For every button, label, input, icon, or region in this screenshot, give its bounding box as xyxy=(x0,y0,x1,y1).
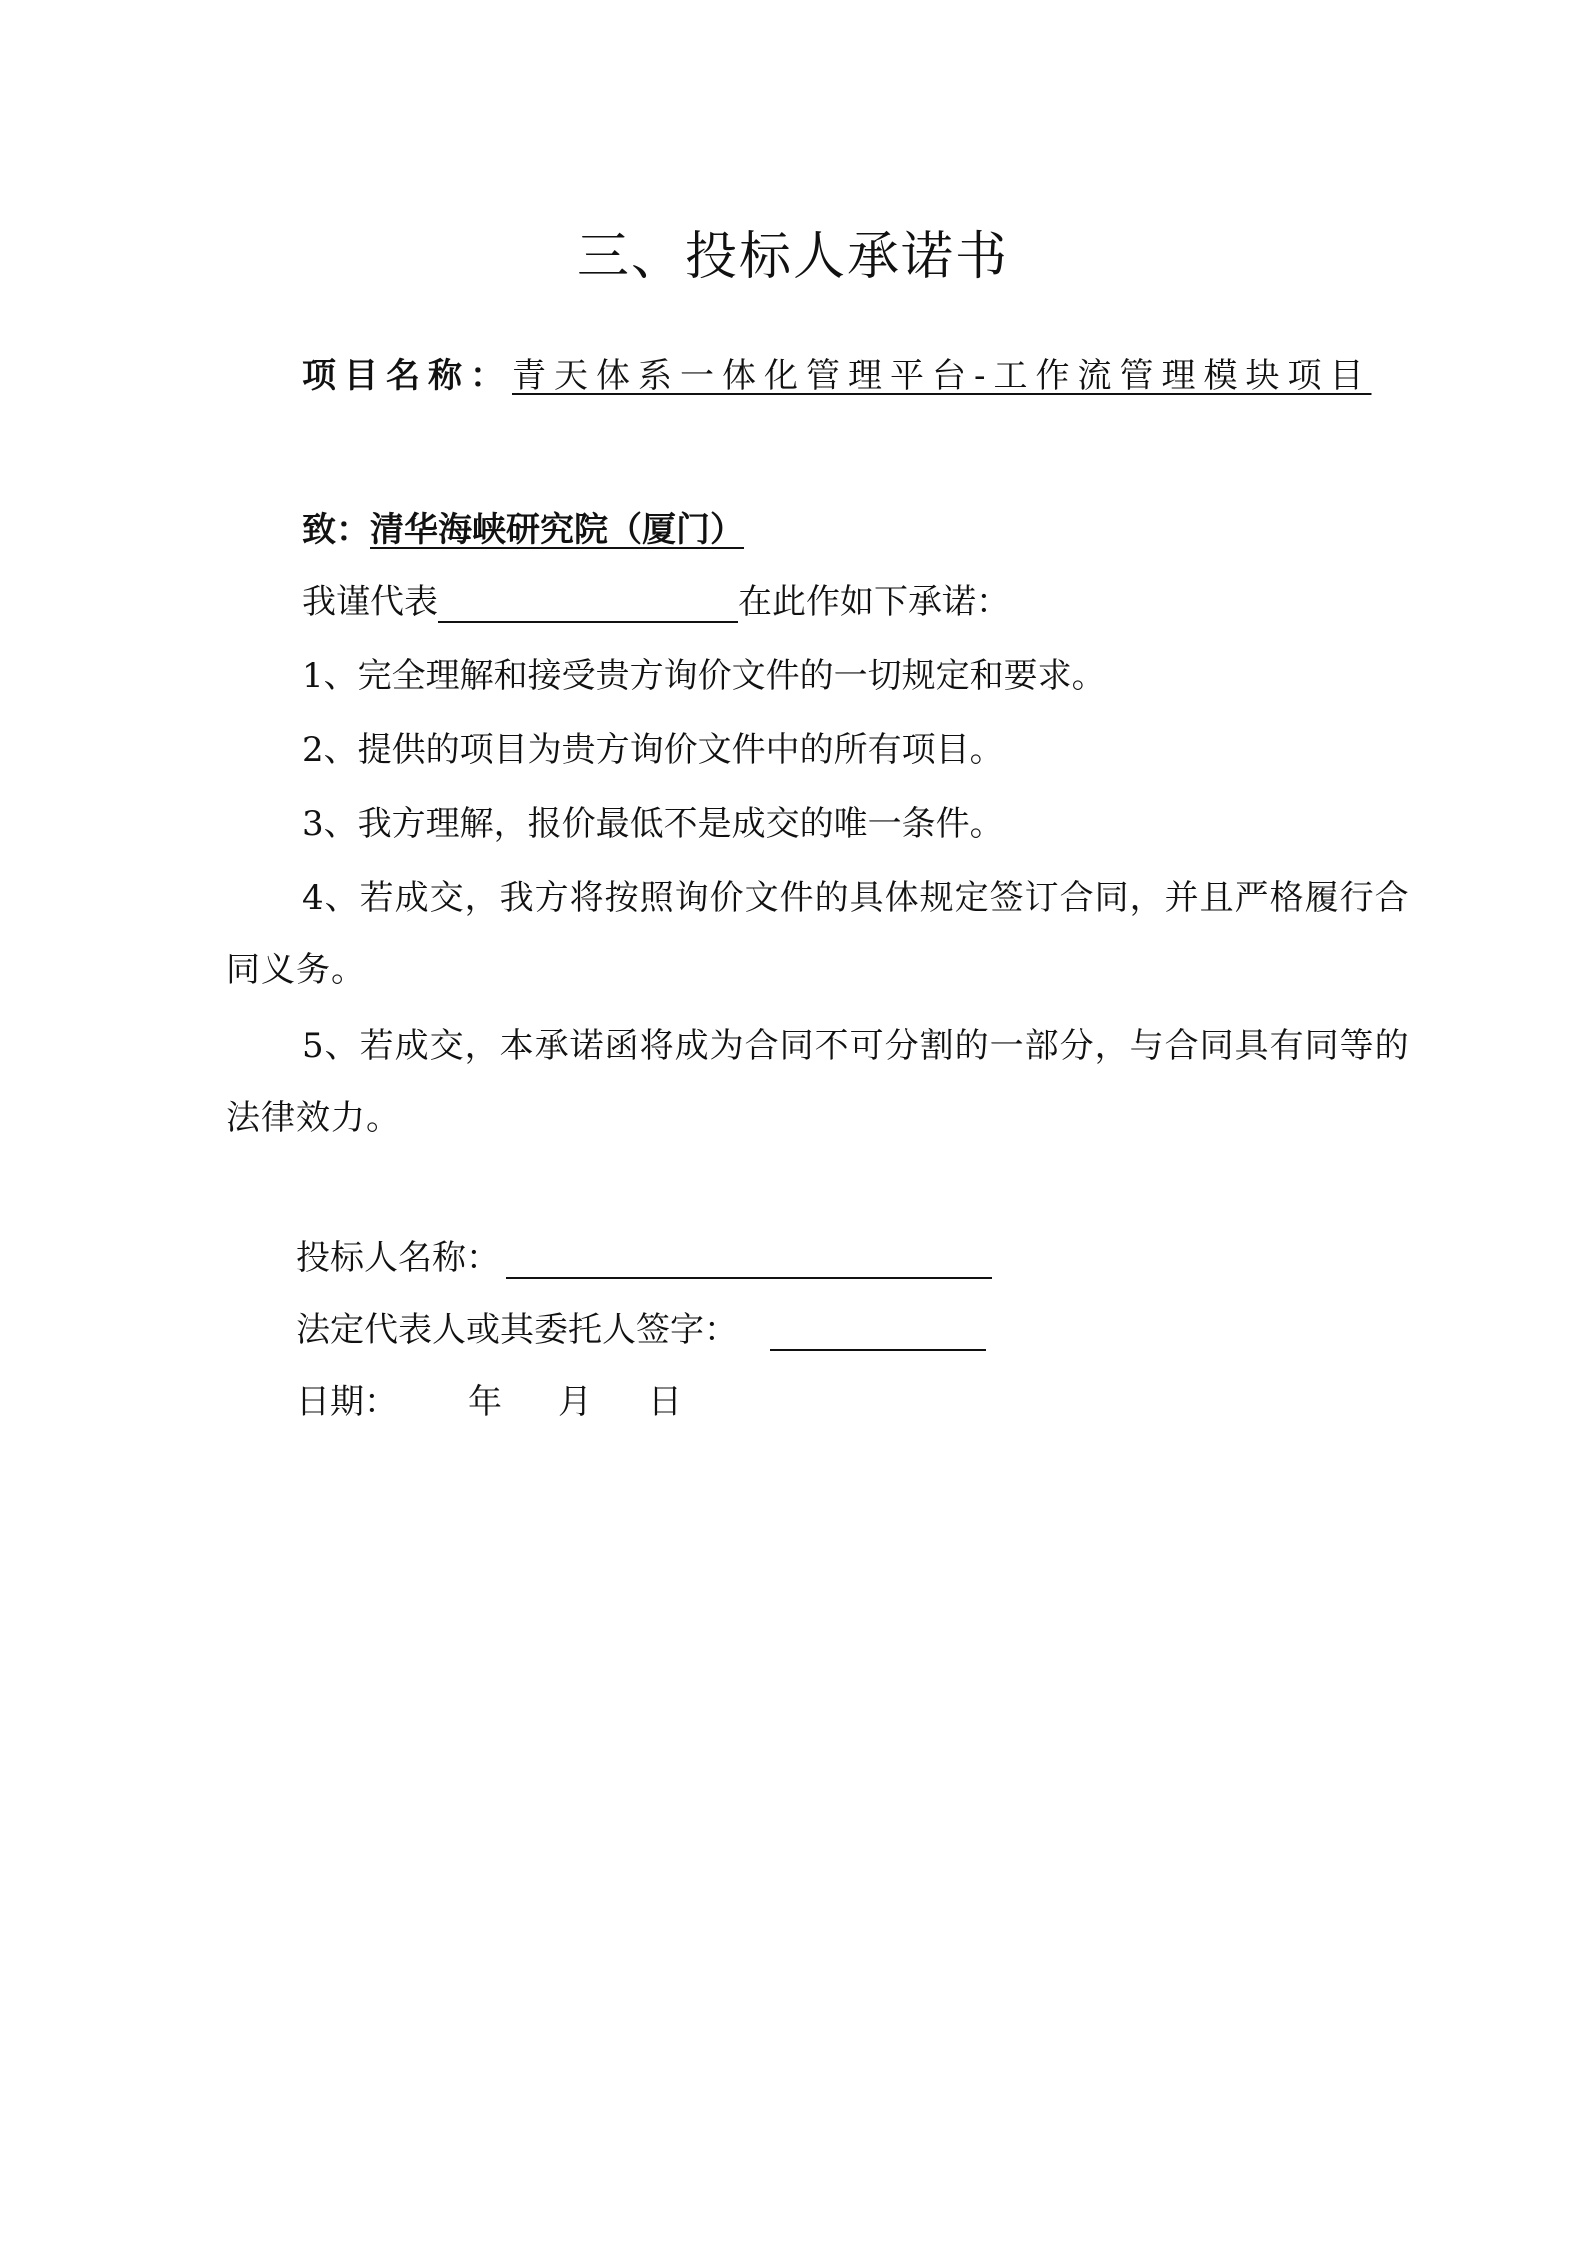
represent-blank xyxy=(438,581,738,623)
month-unit: 月 xyxy=(558,1382,592,1422)
project-name: 青天体系一体化管理平台-工作流管理模块项目 xyxy=(512,356,1372,396)
bidder-name-blank xyxy=(506,1237,992,1279)
represent-suffix: 在此作如下承诺： xyxy=(738,582,1010,622)
year-unit: 年 xyxy=(468,1382,502,1422)
representative-line xyxy=(296,1294,986,1366)
bidder-name-line xyxy=(296,1222,992,1294)
representative-signature-blank xyxy=(770,1309,986,1351)
representative-label: 法定代表人或其委托人签字： xyxy=(296,1310,738,1350)
date-line xyxy=(296,1366,682,1438)
commitment-item: 3、我方理解，报价最低不是成交的唯一条件。 xyxy=(302,804,1004,844)
represent-line xyxy=(302,566,1010,638)
commitment-item: 4、若成交，我方将按照询价文件的具体规定签订合同，并且严格履行合同义务。 xyxy=(226,878,1410,990)
page-title: 三、投标人承诺书 xyxy=(576,227,1009,287)
project-label: 项目名称： xyxy=(302,356,512,396)
commitment-item: 2、提供的项目为贵方询价文件中的所有项目。 xyxy=(302,730,1004,770)
project-name-paragraph xyxy=(226,340,1444,412)
recipient-label: 致： xyxy=(302,510,370,550)
recipient-line xyxy=(302,494,744,566)
commitment-item: 5、若成交，本承诺函将成为合同不可分割的一部分，与合同具有同等的法律效力。 xyxy=(226,1026,1410,1138)
commitment-item: 1、完全理解和接受贵方询价文件的一切规定和要求。 xyxy=(302,656,1106,696)
recipient-name: 清华海峡研究院（厦门） xyxy=(370,510,744,550)
represent-prefix: 我谨代表 xyxy=(302,582,438,622)
day-unit: 日 xyxy=(648,1382,682,1422)
date-label: 日期： xyxy=(296,1382,398,1422)
bidder-name-label: 投标人名称： xyxy=(296,1238,500,1278)
